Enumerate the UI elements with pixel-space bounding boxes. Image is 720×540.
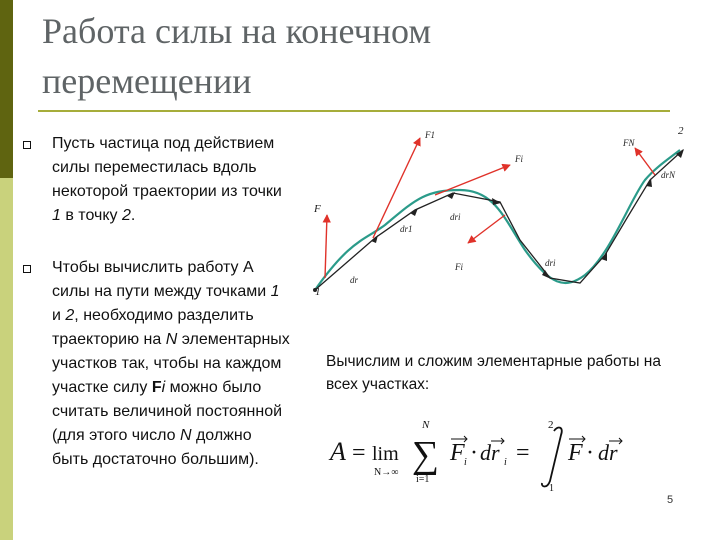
label-F1: F1 <box>425 130 435 140</box>
bullet-2-text-f: должно быть достаточно большим). <box>52 427 259 468</box>
label-F: F <box>314 203 321 215</box>
slide-title-line-2: перемещении <box>42 61 252 101</box>
bullet-2-text-d: элементарных участков так, чтобы на каждом участке силу <box>52 331 290 396</box>
slide-title-line-1: Работа силы на конечном <box>42 11 432 51</box>
formula-equals-1: = <box>352 440 366 466</box>
work-formula <box>328 415 648 495</box>
bullet-2-n-2: N <box>179 427 192 444</box>
formula-F: F <box>450 440 465 466</box>
square-bullet-icon <box>23 141 31 149</box>
label-point-1: 1 <box>315 286 321 298</box>
bullet-2-text-e: можно было считать величиной постоянной (для этого число <box>52 379 283 444</box>
label-dr1: dr1 <box>400 224 413 234</box>
bullet-1-point-1: 1 <box>52 207 61 224</box>
formula-dr: dr <box>480 440 500 465</box>
label-Fi-top: Fi <box>515 154 523 164</box>
square-bullet-icon <box>23 265 31 273</box>
bullet-2-point-1: 1 <box>270 283 280 300</box>
accent-side-bar-dark <box>0 0 13 178</box>
label-FN: FN <box>623 138 635 148</box>
formula-integral-sign <box>542 428 562 487</box>
formula-dr-2: dr <box>598 440 618 465</box>
label-point-2: 2 <box>678 125 684 137</box>
bullet-2-text-c: , необходимо разделить траекторию на <box>52 307 254 348</box>
page-number: 5 <box>667 494 674 506</box>
label-Fi-bottom: Fi <box>455 262 463 272</box>
bullet-1-text-a: Пусть частица под действием силы переместилась вдоль некоторой траектории из точки <box>52 135 282 200</box>
bullet-2-text-a: Чтобы вычислить работу А силы на пути между точками <box>52 259 271 300</box>
formula-sum-upper: N <box>422 419 430 431</box>
formula-F-subscript: i <box>464 457 467 468</box>
label-dri-2: dri <box>545 258 556 268</box>
bullet-2-point-2: 2 <box>65 307 75 324</box>
bullet-2-text-b: и <box>52 307 66 324</box>
accent-side-bar-light <box>0 178 13 540</box>
formula-integral-lower: 1 <box>549 483 554 494</box>
label-drN: drN <box>661 170 676 180</box>
bullet-1-text-c: . <box>130 207 136 224</box>
formula-A: A <box>330 437 346 466</box>
formula-equals-2: = <box>516 440 530 466</box>
bullet-paragraph-2 <box>52 256 292 472</box>
bullet-1-point-2: 2 <box>121 207 131 224</box>
formula-lim: lim <box>372 443 399 465</box>
bullet-2-n-1: N <box>165 331 178 348</box>
formula-dot-1: · <box>470 440 478 466</box>
bullet-paragraph-1 <box>52 132 292 228</box>
chord-arrowheads <box>371 149 684 279</box>
title-underline <box>38 110 670 112</box>
label-dri: dri <box>450 212 461 222</box>
figure-labels <box>313 125 684 298</box>
slide-title <box>42 6 662 106</box>
formula-dr-subscript: i <box>504 457 507 468</box>
formula-F-2: F <box>568 440 583 466</box>
bullet-1-text-b: в точку <box>60 207 122 224</box>
formula-integral-upper: 2 <box>548 419 554 431</box>
formula-sum-lower: i=1 <box>416 474 430 485</box>
formula-sum-sign: ∑ <box>412 434 440 476</box>
trajectory-figure <box>305 120 705 320</box>
formula-lim-subscript: N→∞ <box>374 467 399 478</box>
formula-caption: Вычислим и сложим элементарные работы на всех участках: <box>326 353 661 393</box>
bullet-2-force-index: i <box>161 379 166 396</box>
accent-side-bar <box>0 0 13 540</box>
label-dr: dr <box>350 275 359 285</box>
formula-dot-2: · <box>586 440 594 466</box>
bullet-2-force-symbol: F <box>151 379 162 396</box>
